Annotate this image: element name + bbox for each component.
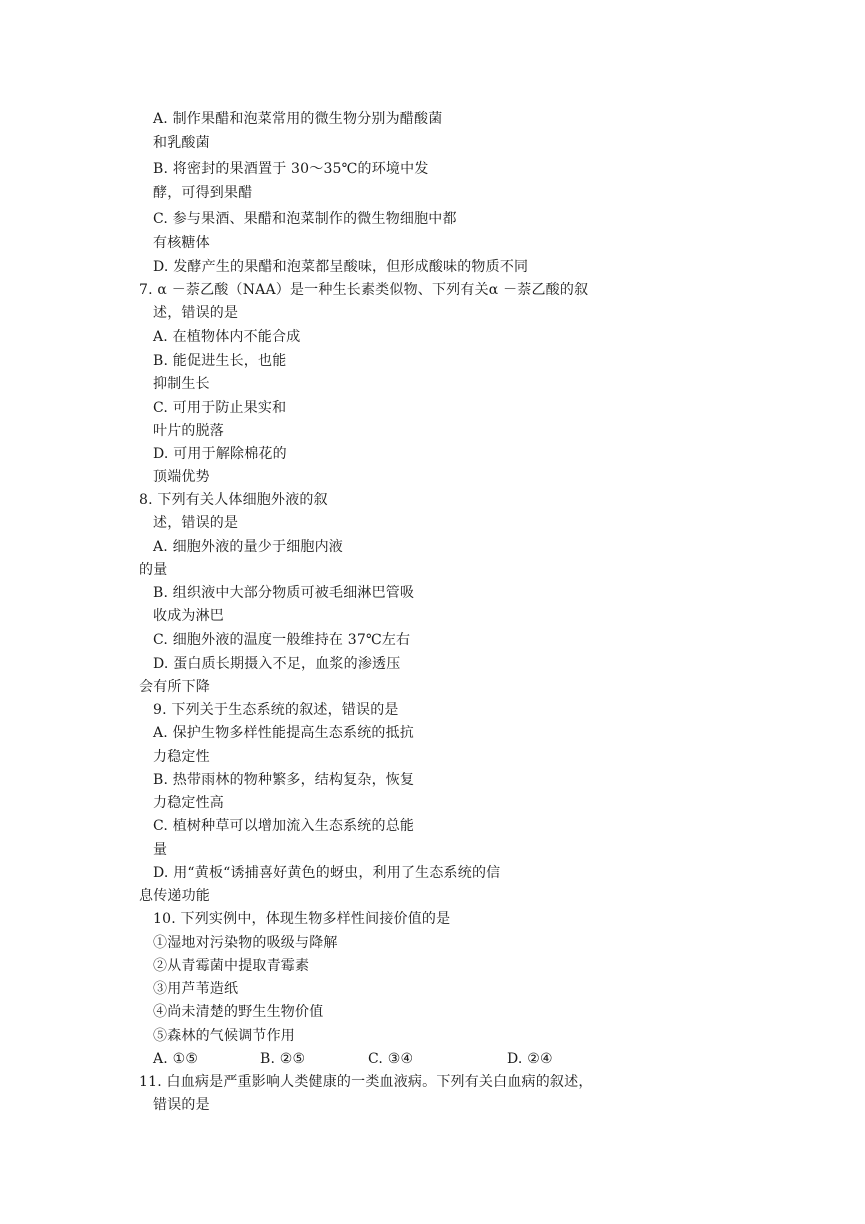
option-7c-line1: C. 可用于防止果实和 [153, 400, 287, 416]
option-6a-line1: A. 制作果醋和泡菜常用的微生物分别为醋酸菌 [153, 111, 443, 127]
option-6d: D. 发酵产生的果醋和泡菜都呈酸味，但形成酸味的物质不同 [153, 259, 529, 275]
option-9c-line2: 量 [153, 842, 168, 858]
item-10-3: ③用芦苇造纸 [153, 981, 239, 997]
question-8-line1: 8. 下列有关人体细胞外液的叙 [139, 492, 328, 508]
option-9b-line2: 力稳定性高 [153, 795, 224, 811]
option-8c: C. 细胞外液的温度一般维持在 37℃左右 [153, 632, 411, 648]
question-11-line2: 错误的是 [153, 1097, 210, 1113]
option-6c-line1: C. 参与果酒、果醋和泡菜制作的微生物细胞中都 [153, 211, 457, 227]
option-9b-line1: B. 热带雨林的物种繁多，结构复杂，恢复 [153, 772, 415, 788]
item-10-2: ②从青霉菌中提取青霉素 [153, 958, 310, 974]
option-7b-line1: B. 能促进生长，也能 [153, 353, 287, 369]
option-9c-line1: C. 植树种草可以增加流入生态系统的总能 [153, 818, 415, 834]
option-10a: A. ①⑤ [153, 1051, 199, 1067]
question-7-line1: 7. α －萘乙酸（NAA）是一种生长素类似物、下列有关α －萘乙酸的叙 [139, 282, 589, 298]
option-10c: C. ③④ [368, 1051, 414, 1067]
option-7b-line2: 抑制生长 [153, 376, 210, 392]
item-10-4: ④尚未清楚的野生生物价值 [153, 1004, 324, 1020]
option-7a: A. 在植物体内不能合成 [153, 329, 301, 345]
option-7d-line1: D. 可用于解除棉花的 [153, 446, 287, 462]
option-10d: D. ②④ [507, 1051, 553, 1067]
question-9: 9. 下列关于生态系统的叙述，错误的是 [153, 702, 399, 718]
item-10-5: ⑤森林的气候调节作用 [153, 1028, 295, 1044]
option-9a-line2: 力稳定性 [153, 749, 210, 765]
option-10b: B. ②⑤ [260, 1051, 306, 1067]
option-7c-line2: 叶片的脱落 [153, 423, 224, 439]
option-8b-line1: B. 组织液中大部分物质可被毛细淋巴管吸 [153, 585, 415, 601]
option-8a-line1: A. 细胞外液的量少于细胞内液 [153, 539, 344, 555]
option-6c-line2: 有核糖体 [153, 235, 210, 251]
option-9d-line1: D. 用“黄板“诱捕喜好黄色的蚜虫，利用了生态系统的信 [153, 865, 501, 881]
option-6b-line1: B. 将密封的果酒置于 30～35℃的环境中发 [153, 161, 429, 177]
option-6b-line2: 酵，可得到果醋 [153, 185, 253, 201]
option-9d-line2: 息传递功能 [139, 888, 210, 904]
item-10-1: ①湿地对污染物的吸级与降解 [153, 935, 338, 951]
option-6a-line2: 和乳酸菌 [153, 135, 210, 151]
option-8a-line2: 的量 [139, 562, 168, 578]
option-8d-line1: D. 蛋白质长期摄入不足，血浆的渗透压 [153, 656, 401, 672]
option-9a-line1: A. 保护生物多样性能提高生态系统的抵抗 [153, 725, 415, 741]
option-7d-line2: 顶端优势 [153, 469, 210, 485]
option-8b-line2: 收成为淋巴 [153, 608, 224, 624]
option-8d-line2: 会有所下降 [139, 679, 210, 695]
question-10: 10. 下列实例中，体现生物多样性间接价值的是 [153, 911, 451, 927]
question-7-line2: 述，错误的是 [153, 305, 239, 321]
question-8-line2: 述，错误的是 [153, 515, 239, 531]
question-11-line1: 11. 白血病是严重影响人类健康的一类血液病。下列有关白血病的叙述， [139, 1074, 593, 1090]
